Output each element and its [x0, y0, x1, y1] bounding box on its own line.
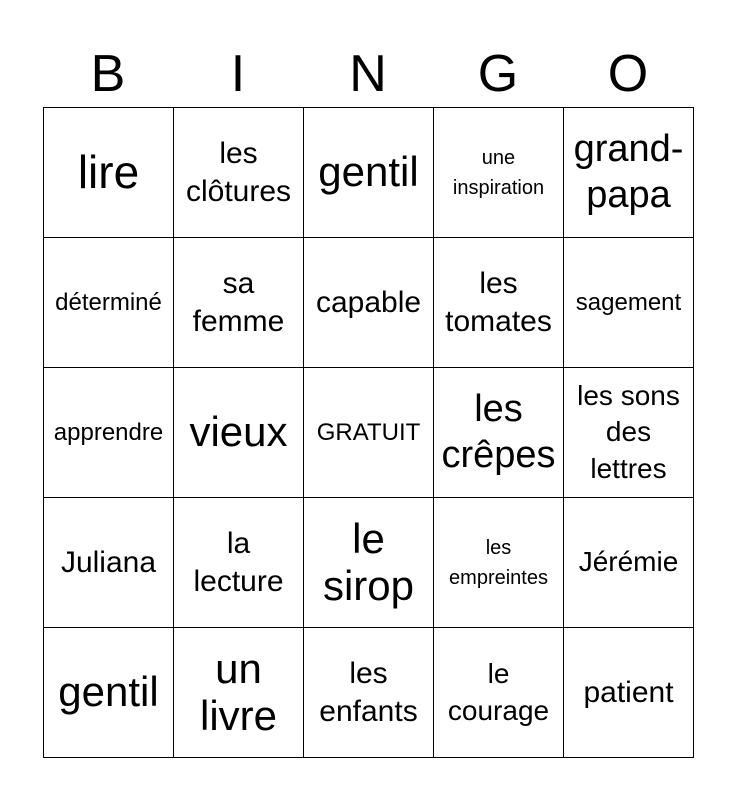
bingo-cell[interactable]: [174, 238, 304, 368]
bingo-cell[interactable]: [564, 108, 694, 238]
bingo-cell-text: une inspiration: [452, 146, 545, 199]
bingo-cell-text: les sons des lettres: [577, 379, 680, 484]
bingo-cell[interactable]: [174, 498, 304, 628]
header-letter-o: O: [607, 45, 649, 103]
bingo-cell-text: gentil: [58, 668, 159, 716]
bingo-cell-text: capable: [315, 285, 422, 319]
bingo-cell[interactable]: [44, 628, 174, 758]
bingo-cell-text: les empreintes: [449, 536, 548, 589]
bingo-cell[interactable]: [434, 368, 564, 498]
bingo-cell-text: déterminé: [55, 288, 162, 316]
header-letter-n: N: [349, 45, 387, 103]
bingo-cell[interactable]: [434, 238, 564, 368]
bingo-cell[interactable]: [564, 628, 694, 758]
bingo-cell-text: vieux: [189, 408, 288, 456]
bingo-cell-text: patient: [583, 675, 674, 709]
bingo-cell-text: les clôtures: [185, 137, 292, 208]
bingo-cell-text: sa femme: [192, 267, 285, 338]
bingo-cell-text: les tomates: [445, 267, 552, 338]
bingo-cell-text: un livre: [199, 645, 277, 739]
bingo-cell-text: la lecture: [193, 527, 284, 598]
bingo-cell[interactable]: [304, 238, 434, 368]
bingo-cell[interactable]: [304, 108, 434, 238]
bingo-cell-text: le courage: [447, 658, 550, 726]
bingo-cell-text: les enfants: [319, 657, 418, 728]
header-letter-i: I: [230, 45, 246, 103]
bingo-cell-text: Juliana: [60, 545, 157, 579]
bingo-cell-text: grand- papa: [573, 127, 684, 216]
bingo-cell-text: sagement: [575, 288, 682, 316]
bingo-cell-text: GRATUIT: [316, 418, 421, 446]
header-letter-b: B: [90, 45, 126, 103]
bingo-cell[interactable]: [44, 498, 174, 628]
bingo-cell-text: gentil: [318, 148, 419, 196]
bingo-cell[interactable]: [174, 368, 304, 498]
bingo-cell-text: lire: [77, 145, 140, 198]
bingo-header: [43, 40, 693, 108]
bingo-cell[interactable]: [434, 628, 564, 758]
bingo-cell[interactable]: [564, 498, 694, 628]
bingo-cell[interactable]: [174, 108, 304, 238]
bingo-cell[interactable]: [434, 498, 564, 628]
bingo-cell[interactable]: [304, 368, 434, 498]
bingo-cell[interactable]: [304, 628, 434, 758]
bingo-cell[interactable]: [564, 238, 694, 368]
header-letter-g: G: [477, 45, 519, 103]
bingo-cell[interactable]: [304, 498, 434, 628]
bingo-cell[interactable]: [44, 108, 174, 238]
bingo-cell-text: le sirop: [322, 515, 415, 609]
bingo-cell-text: Jérémie: [578, 546, 679, 578]
bingo-cell-text: les crêpes: [441, 387, 556, 476]
bingo-cell[interactable]: [44, 368, 174, 498]
bingo-cell-text: apprendre: [53, 418, 164, 446]
bingo-board: [43, 107, 694, 758]
bingo-cell[interactable]: [564, 368, 694, 498]
bingo-cell[interactable]: [44, 238, 174, 368]
bingo-cell[interactable]: [174, 628, 304, 758]
bingo-cell[interactable]: [434, 108, 564, 238]
